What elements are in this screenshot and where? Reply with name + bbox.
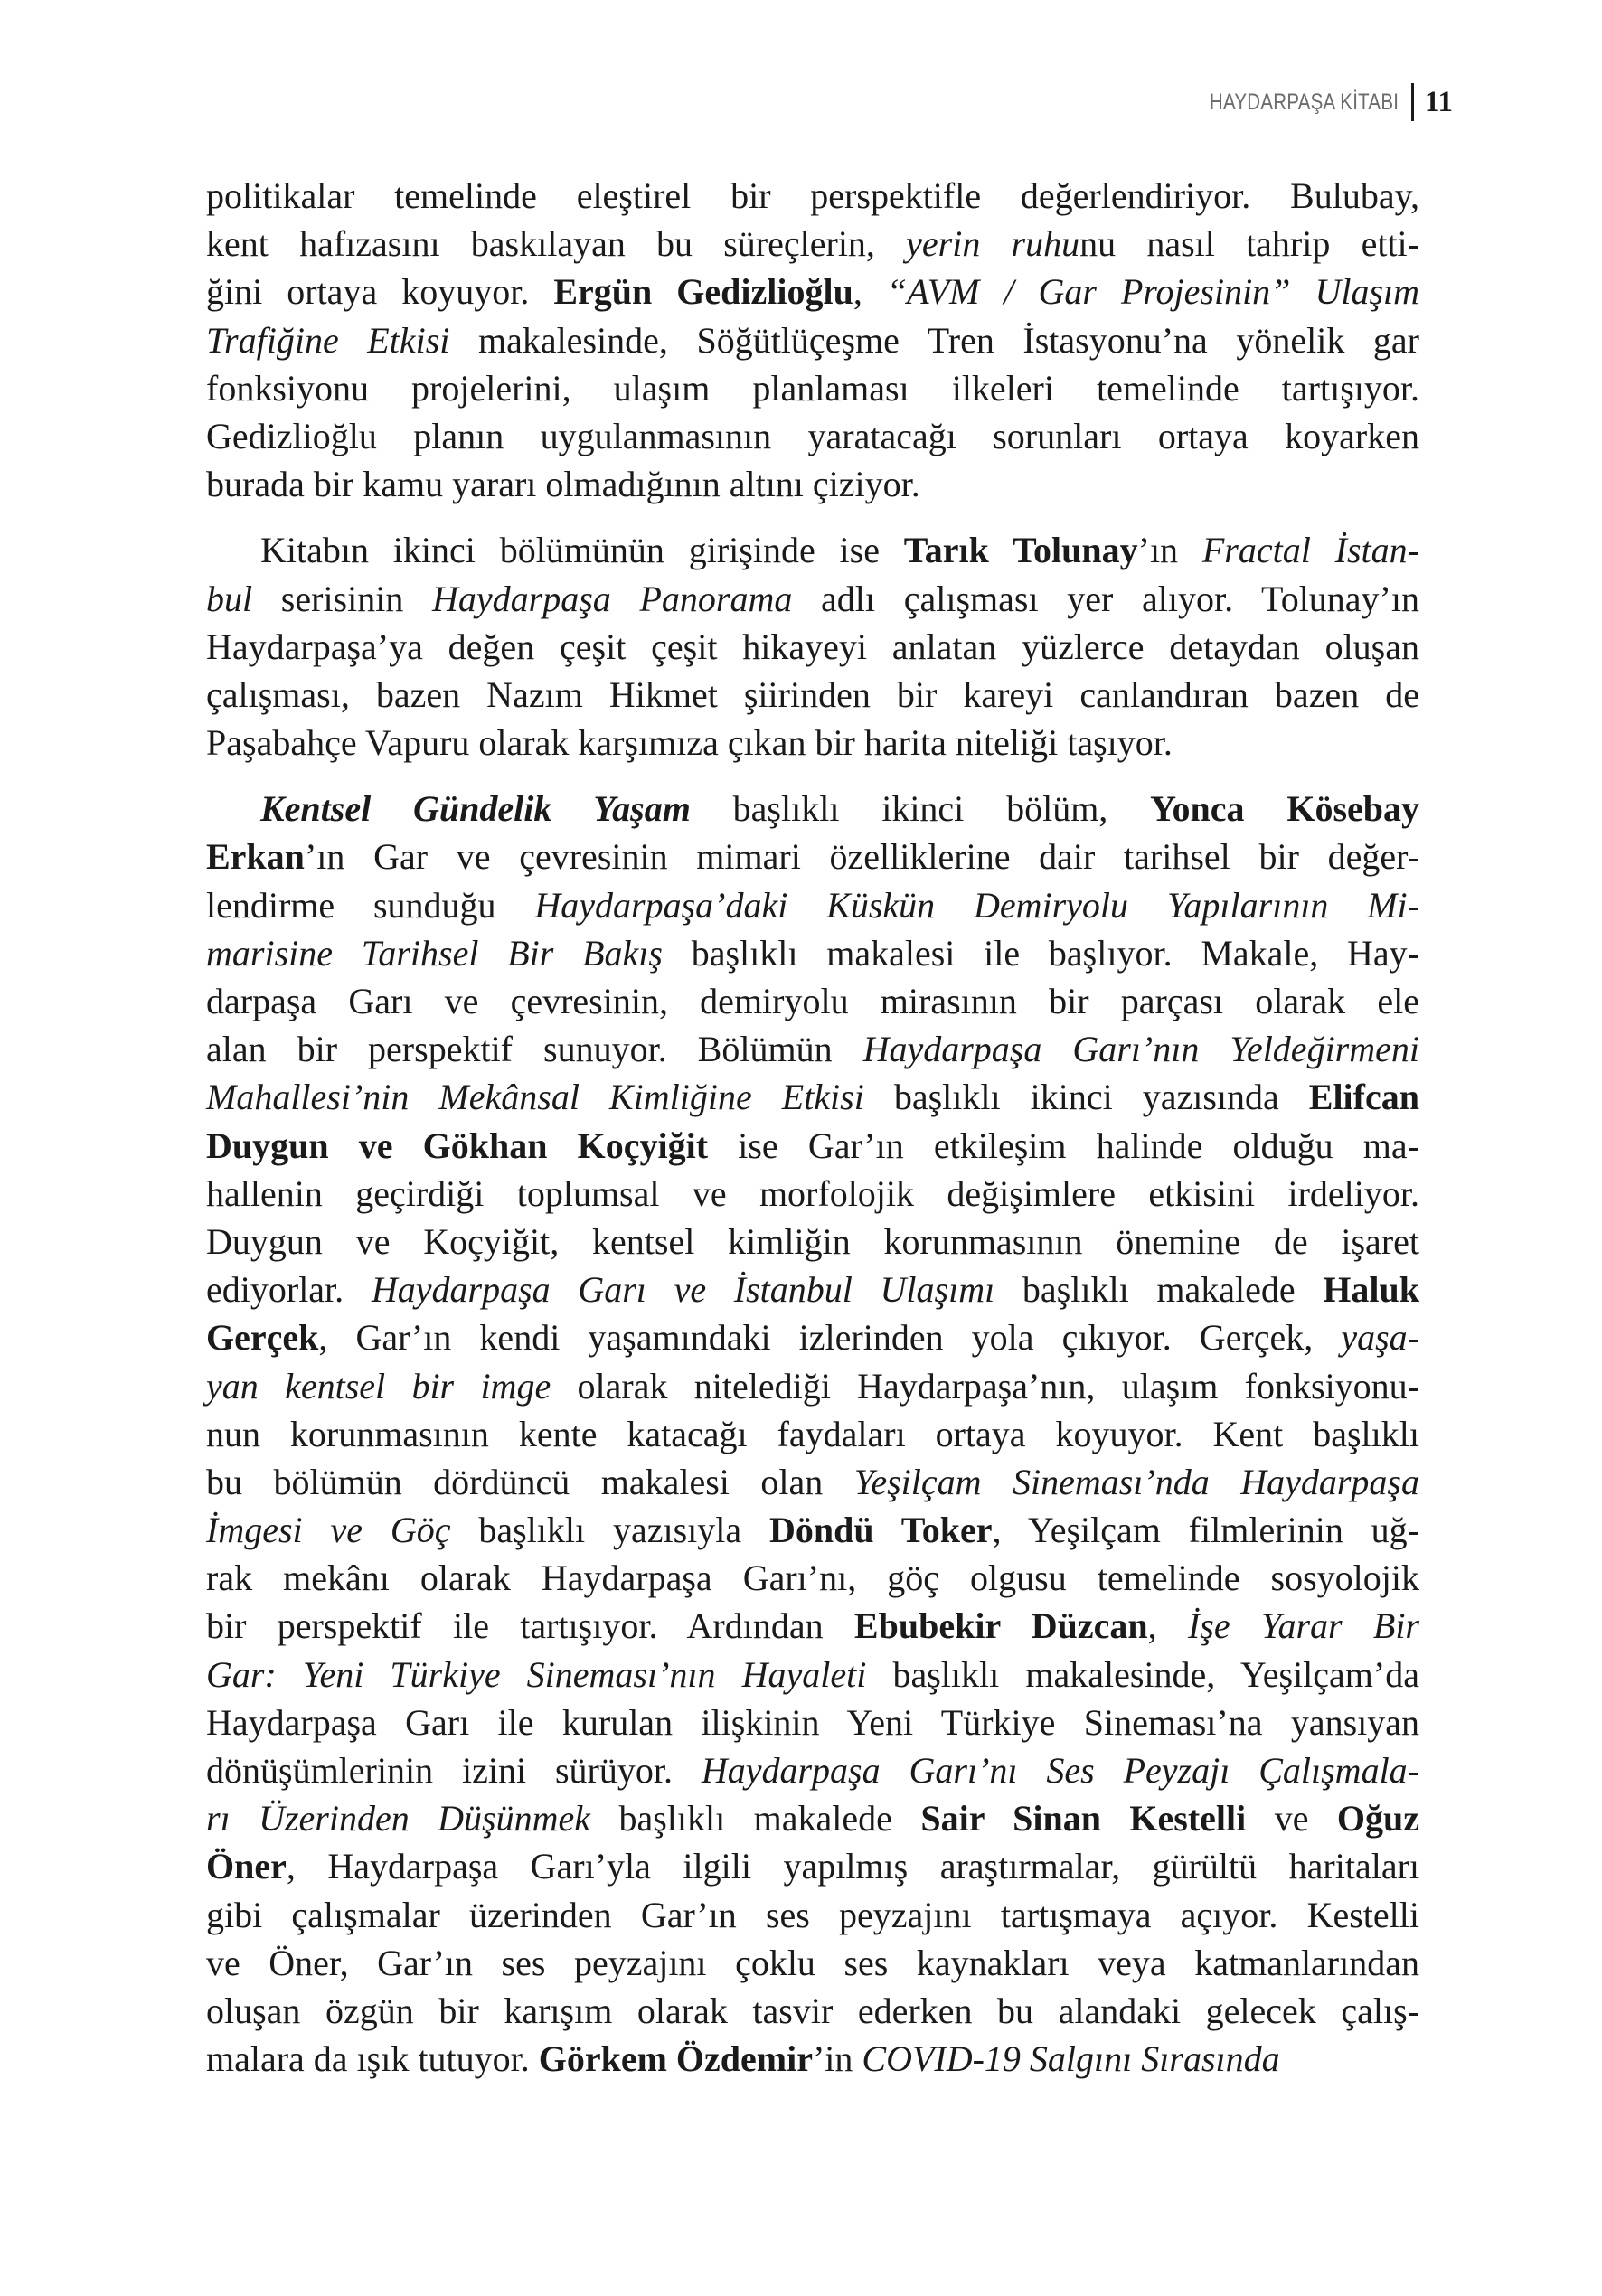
text-run: Gedizlioğlu planın uygulanmasının yaratacağı sorunları ortaya koyarken <box>206 415 1419 456</box>
italic-title: Haydarpaşa’daki Küskün Demiryolu Yapılarının Mi- <box>534 884 1419 926</box>
text-run: dönüşümlerinin izini sürüyor. <box>206 1750 702 1791</box>
page-number: 11 <box>1424 85 1453 118</box>
italic-title: Mahallesi’nin Mekânsal Kimliğine Etkisi <box>206 1077 864 1118</box>
author-name: Tarık Tolunay <box>903 530 1138 571</box>
text-run: hallenin geçirdiği toplumsal ve morfolojik değişimlere etkisini irdeliyor. <box>206 1172 1419 1214</box>
italic-title: Fractal İstan- <box>1202 530 1419 571</box>
author-name: Oğuz <box>1336 1798 1420 1840</box>
text-line <box>206 1266 1419 1313</box>
text-line <box>206 1842 1419 1890</box>
italic-title: İşe Yarar Bir <box>1187 1605 1420 1647</box>
text-line <box>206 1410 1419 1458</box>
text-run: , <box>853 271 887 313</box>
text-line <box>206 1987 1419 2035</box>
text-run: ve Öner, Gar’ın ses peyzajını çoklu ses kaynakları veya katmanlarından <box>206 1942 1419 1983</box>
text-run: , Yeşilçam filmlerinin uğ- <box>992 1510 1419 1551</box>
text-run: başlıklı ikinci yazısında <box>863 1077 1309 1118</box>
text-run: burada bir kamu yararı olmadığının altını çiziyor. <box>206 464 920 505</box>
text-line <box>206 1073 1419 1121</box>
text-run: kent hafızasını baskılayan bu süreçlerin, <box>206 223 907 265</box>
text-line <box>206 2035 1419 2083</box>
text-run: , Gar’ın kendi yaşamındaki izlerinden yola çıkıyor. Gerçek, <box>318 1317 1342 1359</box>
paragraph <box>206 526 1419 767</box>
text-run: , <box>1147 1605 1188 1647</box>
text-run: Kitabın ikinci bölümünün girişinde ise <box>260 530 904 571</box>
text-run: çalışması, bazen Nazım Hikmet şiirinden bir kareyi canlandıran bazen de <box>206 673 1419 715</box>
text-line <box>206 268 1419 315</box>
text-line <box>206 1651 1419 1698</box>
text-line <box>206 1170 1419 1218</box>
text-run: ’ın <box>1137 530 1202 571</box>
text-line <box>206 1362 1419 1410</box>
book-title: HAYDARPAŞA KİTABI <box>1209 89 1399 115</box>
text-line <box>206 460 1419 508</box>
text-run: nun korunmasının kente katacağı faydaları ortaya koyuyor. Kent başlıklı <box>206 1413 1419 1454</box>
text-line <box>206 1746 1419 1794</box>
author-name: Öner <box>206 1846 287 1887</box>
body-text <box>206 172 1419 2083</box>
text-run: oluşan özgün bir karışım olarak tasvir ederken bu alandaki gelecek çalış- <box>206 1990 1419 2031</box>
author-name: Ergün Gedizlioğlu <box>553 271 853 313</box>
text-run: ediyorlar. <box>206 1269 372 1311</box>
text-line <box>206 1554 1419 1602</box>
section-title: Kentsel Gündelik Yaşam <box>260 788 691 830</box>
italic-title: yerin ruhu <box>906 223 1080 265</box>
text-run: lendirme sunduğu <box>206 884 535 926</box>
author-name: Gerçek <box>206 1317 319 1359</box>
text-run: ve <box>1246 1798 1337 1840</box>
text-line <box>206 316 1419 364</box>
author-name: Ebubekir Düzcan <box>853 1605 1148 1647</box>
text-line <box>206 785 1419 833</box>
text-line <box>206 1025 1419 1073</box>
text-line <box>206 1506 1419 1554</box>
text-run: fonksiyonu projelerini, ulaşım planlaması ilkeleri temelinde tartışıyor. <box>206 367 1419 409</box>
text-line <box>206 364 1419 412</box>
text-run: darpaşa Garı ve çevresinin, demiryolu mirasının bir parçası olarak ele <box>206 981 1419 1021</box>
text-run: bir perspektif ile tartışıyor. Ardından <box>206 1605 854 1647</box>
text-run: makalesinde, Söğütlüçeşme Tren İstasyonu’na yönelik gar <box>449 319 1419 361</box>
italic-title: yaşa- <box>1341 1317 1419 1359</box>
text-line <box>206 1122 1419 1170</box>
italic-title: Haydarpaşa Panorama <box>432 578 793 619</box>
italic-title: İmgesi ve Göç <box>206 1510 451 1551</box>
text-run: alan bir perspektif sunuyor. Bölümün <box>206 1029 863 1070</box>
text-run: Haydarpaşa Garı ile kurulan ilişkinin Yeni Türkiye Sineması’na yansıyan <box>206 1701 1419 1743</box>
paragraph <box>206 785 1419 2083</box>
text-line <box>206 1218 1419 1266</box>
text-line <box>206 412 1419 460</box>
text-run: bu bölümün dördüncü makalesi olan <box>206 1461 854 1502</box>
text-line <box>206 671 1419 719</box>
author-name: Sair Sinan Kestelli <box>920 1798 1247 1840</box>
author-name: Duygun ve Gökhan Koçyiğit <box>206 1124 709 1166</box>
paragraph <box>206 172 1419 508</box>
paragraph-gap <box>206 508 1419 526</box>
author-name: Yonca Kösebay <box>1150 788 1420 830</box>
italic-title: yan kentsel bir imge <box>206 1365 551 1407</box>
text-line <box>206 1939 1419 1987</box>
text-run: nu nasıl tahrip etti- <box>1079 223 1419 265</box>
text-line <box>206 1891 1419 1939</box>
text-run: başlıklı makalede <box>590 1798 921 1840</box>
text-run: , Haydarpaşa Garı’yla ilgili yapılmış araştırmalar, gürültü haritaları <box>286 1846 1419 1887</box>
italic-title: Gar: Yeni Türkiye Sineması’nın Hayaleti <box>206 1653 867 1695</box>
text-run: Haydarpaşa’ya değen çeşit çeşit hikayeyi anlatan yüzlerce detaydan oluşan <box>206 626 1419 667</box>
italic-title: rı Üzerinden Düşünmek <box>206 1798 591 1840</box>
italic-title: Haydarpaşa Garı’nı Ses Peyzajı Çalışmala- <box>701 1750 1420 1791</box>
author-name: Haluk <box>1323 1269 1420 1311</box>
text-line <box>206 575 1419 623</box>
text-line <box>206 719 1419 767</box>
text-line <box>206 1794 1419 1842</box>
paragraph-gap <box>206 767 1419 785</box>
text-run: gibi çalışmalar üzerinden Gar’ın ses peyzajını tartışmaya açıyor. Kestelli <box>206 1894 1419 1935</box>
text-run: Paşabahçe Vapuru olarak karşımıza çıkan bir harita niteliği taşıyor. <box>206 722 1173 764</box>
italic-title: Haydarpaşa Garı ve İstanbul Ulaşımı <box>371 1269 995 1311</box>
author-name: Döndü Toker <box>768 1510 993 1551</box>
text-run: başlıklı yazısıyla <box>450 1510 769 1551</box>
italic-title: Haydarpaşa Garı’nın Yeldeğirmeni <box>862 1029 1419 1070</box>
text-run: adlı çalışması yer alıyor. Tolunay’ın <box>792 578 1419 619</box>
text-line <box>206 881 1419 929</box>
text-line <box>206 526 1419 574</box>
text-run: politikalar temelinde eleştirel bir perspektifle değerlendiriyor. Bulubay, <box>206 175 1419 216</box>
text-line <box>206 1698 1419 1746</box>
text-run: başlıklı makalesi ile başlıyor. Makale, Hay- <box>662 932 1419 974</box>
header-divider <box>1411 83 1414 121</box>
text-run: başlıklı makalesinde, Yeşilçam’da <box>866 1653 1419 1695</box>
text-line <box>206 1458 1419 1506</box>
text-run: başlıklı makalede <box>994 1269 1324 1311</box>
author-name: Görkem Özdemir <box>538 2038 813 2080</box>
text-run: başlıklı ikinci bölüm, <box>690 788 1151 830</box>
author-name: Elifcan <box>1308 1077 1419 1118</box>
text-line <box>206 833 1419 880</box>
text-run: olarak nitelediği Haydarpaşa’nın, ulaşım fonksiyonu- <box>551 1365 1420 1407</box>
italic-title: COVID-19 Salgını Sırasında <box>862 2038 1280 2080</box>
text-run: malara da ışık tutuyor. <box>206 2038 539 2080</box>
text-run: ise Gar’ın etkileşim halinde olduğu ma- <box>708 1124 1419 1166</box>
text-run: serisinin <box>252 578 433 619</box>
italic-title: bul <box>206 578 253 619</box>
text-line <box>206 623 1419 671</box>
text-run: ’in <box>812 2038 862 2080</box>
italic-title: “AVM / Gar Projesinin” Ulaşım <box>886 271 1420 313</box>
text-run: Duygun ve Koçyiğit, kentsel kimliğin korunmasının önemine de işaret <box>206 1220 1419 1262</box>
text-line <box>206 172 1419 220</box>
text-line <box>206 220 1419 268</box>
text-run: ğini ortaya koyuyor. <box>206 271 554 313</box>
text-line <box>206 929 1419 977</box>
text-line <box>206 1602 1419 1650</box>
italic-title: Yeşilçam Sineması’nda Haydarpaşa <box>853 1461 1419 1502</box>
text-run: rak mekânı olarak Haydarpaşa Garı’nı, göç olgusu temelinde sosyolojik <box>206 1557 1419 1599</box>
italic-title: Trafiğine Etkisi <box>206 319 450 361</box>
author-name: Erkan <box>206 836 305 878</box>
italic-title: marisine Tarihsel Bir Bakış <box>206 932 663 974</box>
text-line <box>206 977 1419 1025</box>
text-run: ’ın Gar ve çevresinin mimari özelliklerine dair tarihsel bir değer- <box>304 836 1419 878</box>
text-line <box>206 1313 1419 1361</box>
running-header <box>1168 83 1453 121</box>
